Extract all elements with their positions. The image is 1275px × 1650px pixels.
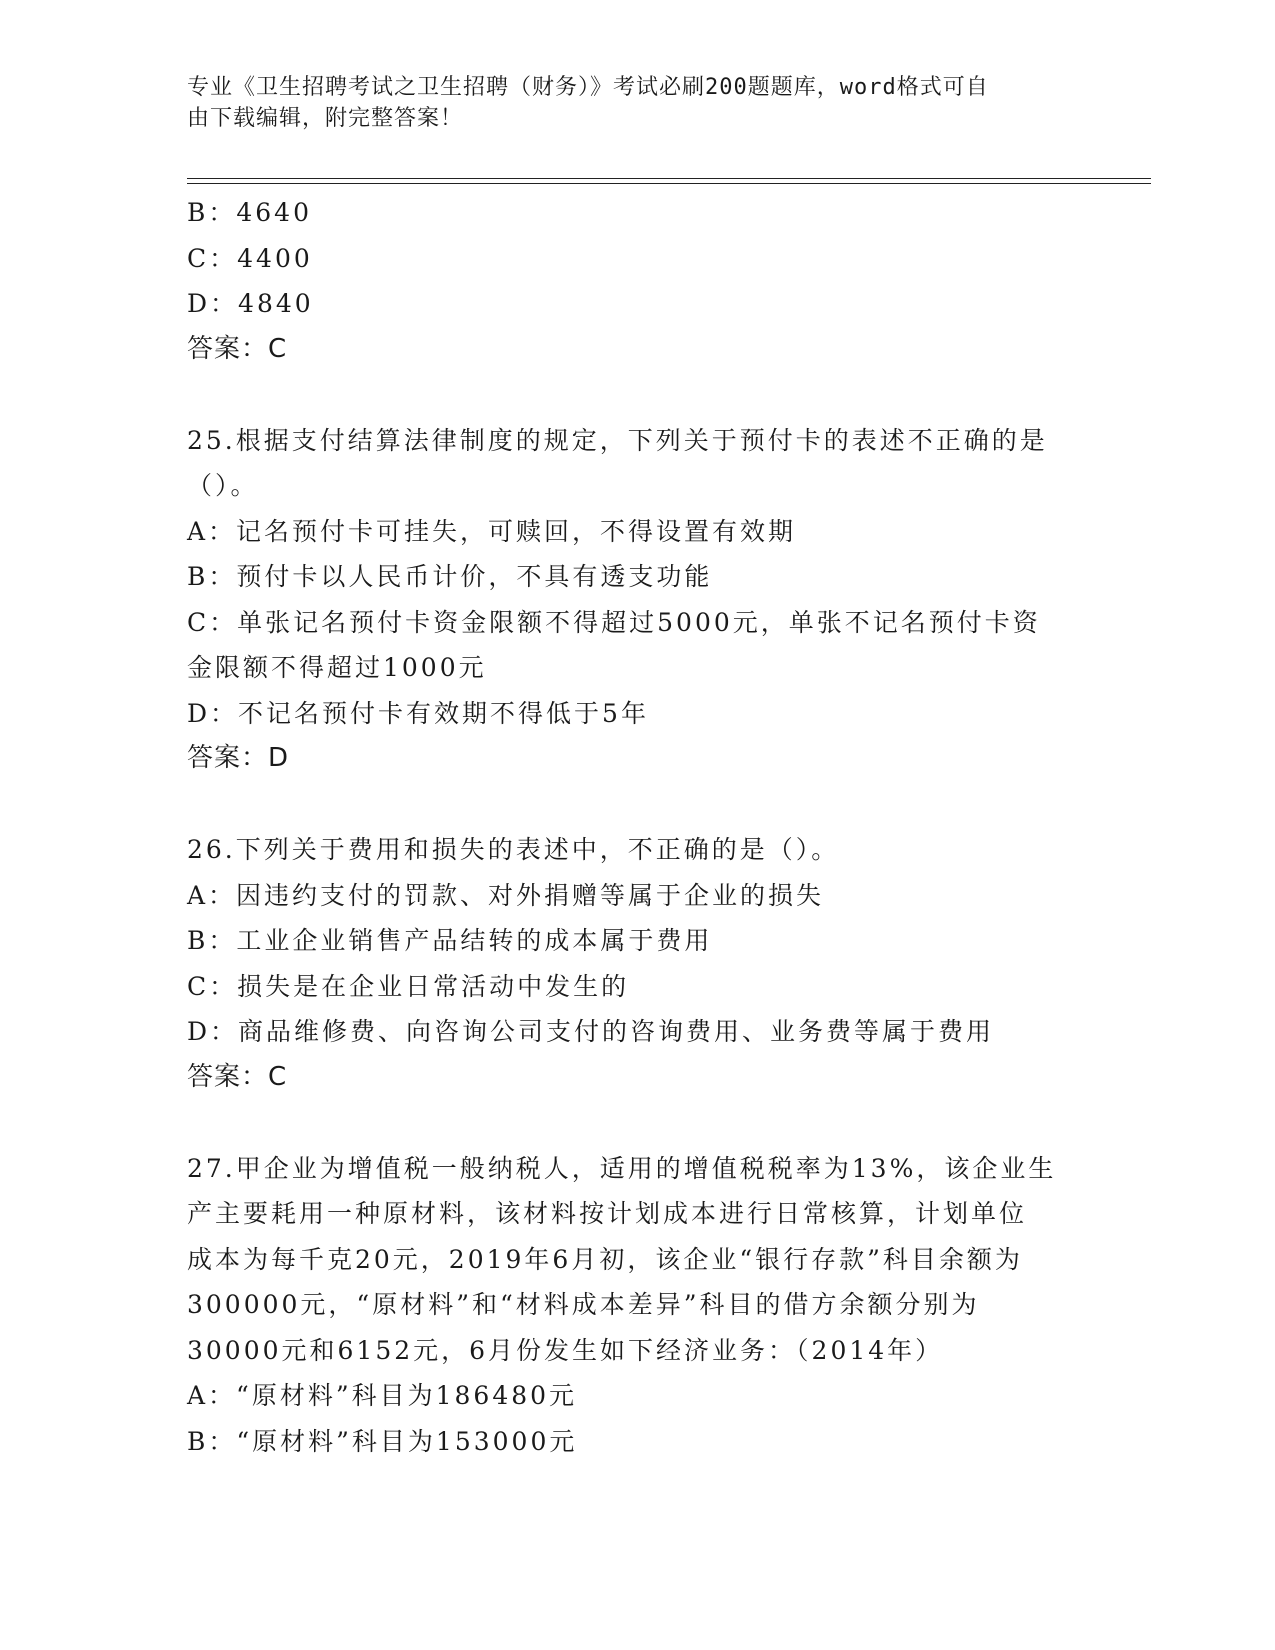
header-line-1: 专业《卫生招聘考试之卫生招聘（财务）》考试必刷200题题库，word格式可自 (187, 75, 989, 100)
question-block-26 (187, 827, 1087, 1100)
question-stem-line: 30000元和6152元，6月份发生如下经济业务：（2014年） (187, 1335, 944, 1365)
question-block-25 (187, 418, 1087, 782)
option-b: B：4640 (187, 198, 312, 227)
spacer (187, 1100, 1087, 1146)
option-c-continued: 金限额不得超过1000元 (187, 653, 487, 682)
question-stem-line: 26.下列关于费用和损失的表述中，不正确的是（）。 (187, 835, 840, 864)
option-a: A：“原材料”科目为186480元 (187, 1381, 578, 1410)
question-stem-line: 300000元，“原材料”和“材料成本差异”科目的借方余额分别为 (187, 1290, 980, 1319)
header-divider-bottom (187, 183, 1151, 184)
option-b: B：工业企业销售产品结转的成本属于费用 (187, 926, 713, 955)
question-stem-line: 27.甲企业为增值税一般纳税人，适用的增值税税率为13%，该企业生 (187, 1153, 1057, 1183)
answer-line: 答案：C (187, 333, 288, 364)
question-block-prev (187, 190, 1087, 372)
option-b: B：预付卡以人民币计价，不具有透支功能 (187, 562, 713, 591)
answer-line: 答案：D (187, 743, 290, 773)
option-a: A：因违约支付的罚款、对外捐赠等属于企业的损失 (187, 880, 825, 910)
option-c: C：损失是在企业日常活动中发生的 (187, 971, 630, 1001)
option-d: D：4840 (187, 289, 314, 318)
header-line-2: 由下载编辑，附完整答案！ (187, 106, 464, 131)
option-c: C：4400 (187, 243, 313, 273)
option-d: D：商品维修费、向咨询公司支付的咨询费用、业务费等属于费用 (187, 1017, 995, 1046)
option-d: D：不记名预付卡有效期不得低于5年 (187, 698, 649, 728)
answer-line: 答案：C (187, 1061, 288, 1092)
option-b: B：“原材料”科目为153000元 (187, 1426, 578, 1456)
question-block-27 (187, 1146, 1087, 1465)
question-stem-line: 成本为每千克20元，2019年6月初，该企业“银行存款”科目余额为 (187, 1244, 1023, 1274)
header-divider-top (187, 178, 1151, 179)
question-list (187, 190, 1087, 1464)
question-stem-line: 产主要耗用一种原材料，该材料按计划成本进行日常核算，计划单位 (187, 1199, 1028, 1228)
question-stem-line: 25.根据支付结算法律制度的规定，下列关于预付卡的表述不正确的是 (187, 425, 1048, 455)
spacer (187, 782, 1087, 828)
option-c: C：单张记名预付卡资金限额不得超过5000元，单张不记名预付卡资 (187, 607, 1041, 637)
question-stem-line: （）。 (187, 471, 259, 500)
option-a: A：记名预付卡可挂失，可赎回，不得设置有效期 (187, 516, 797, 546)
page-header (187, 72, 1067, 134)
spacer (187, 372, 1087, 418)
